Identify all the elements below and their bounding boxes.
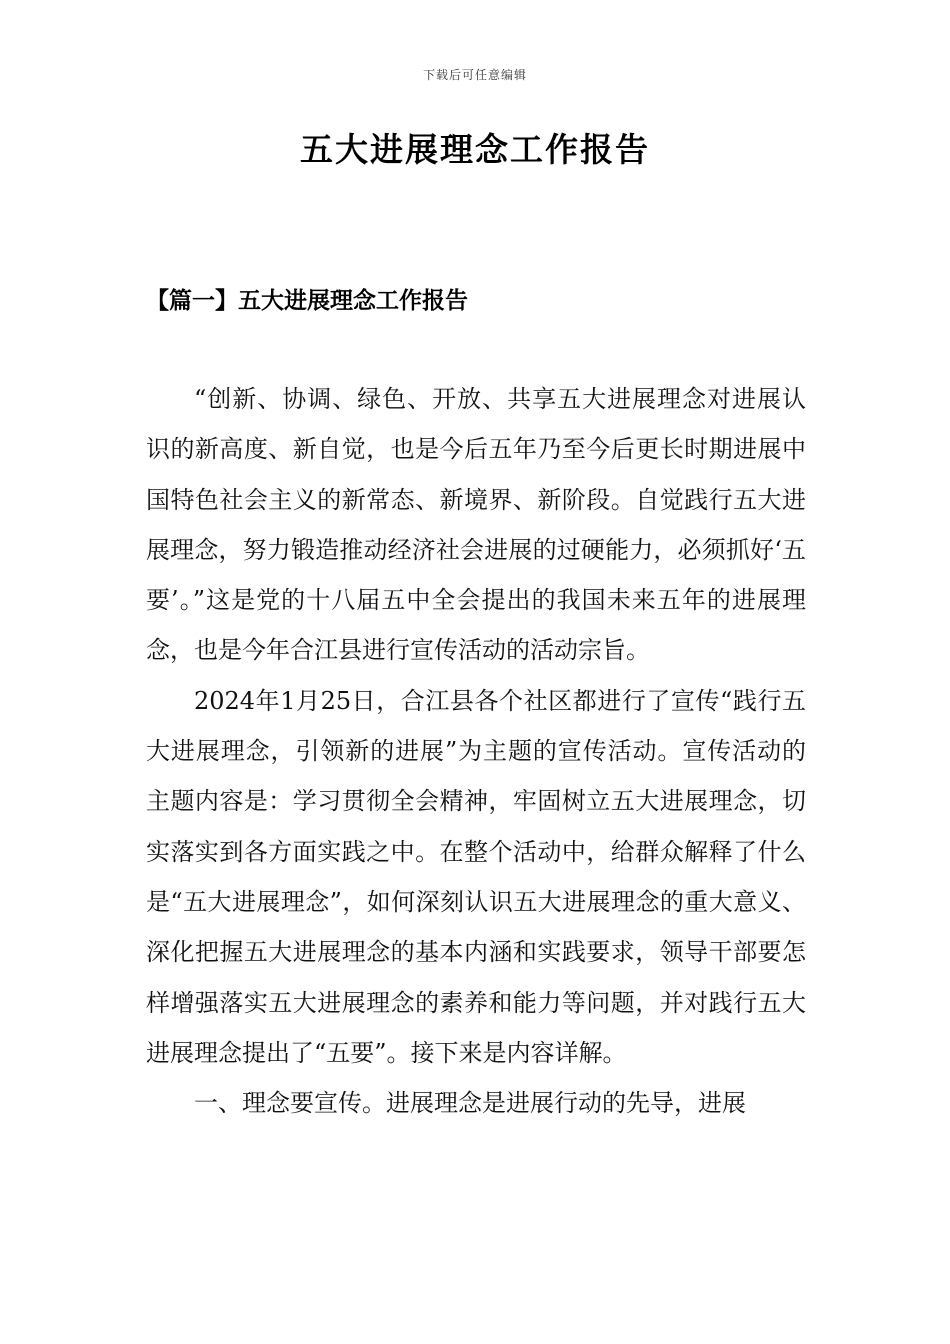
header-note: 下载后可任意编辑 bbox=[422, 68, 527, 82]
paragraph-3: 一、理念要宣传。进展理念是进展行动的先导，进展 bbox=[194, 1089, 746, 1118]
document-body bbox=[146, 374, 806, 1128]
section-heading: 【篇一】五大进展理念工作报告 bbox=[146, 287, 468, 314]
paragraph-1: “创新、协调、绿色、开放、共享五大进展理念对进展认识的新高度、新自觉，也是今后五年乃至今后更长时期进展中国特色社会主义的新常态、新境界、新阶段。自觉践行五大进展理念，努力锻造推动经济社会进展的过硬能力，必须抓好‘五要’。”这是党的十八届五中全会提出的我国未来五年的进展理念，也是今年合江县进行宣传活动的活动宗旨。 bbox=[146, 385, 806, 665]
document-title: 五大进展理念工作报告 bbox=[300, 130, 650, 169]
paragraph-2: 2024年1月25日，合江县各个社区都进行了宣传“践行五大进展理念，引领新的进展”为主题的宣传活动。宣传活动的主题内容是：学习贯彻全会精神，牢固树立五大进展理念，切实落实到各方面实践之中。在整个活动中，给群众解释了什么是“五大进展理念”，如何深刻认识五大进展理念的重大意义、深化把握五大进展理念的基本内涵和实践要求，领导干部要怎样增强落实五大进展理念的素养和能力等问题，并对践行五大进展理念提出了“五要”。接下来是内容详解。 bbox=[146, 686, 806, 1067]
